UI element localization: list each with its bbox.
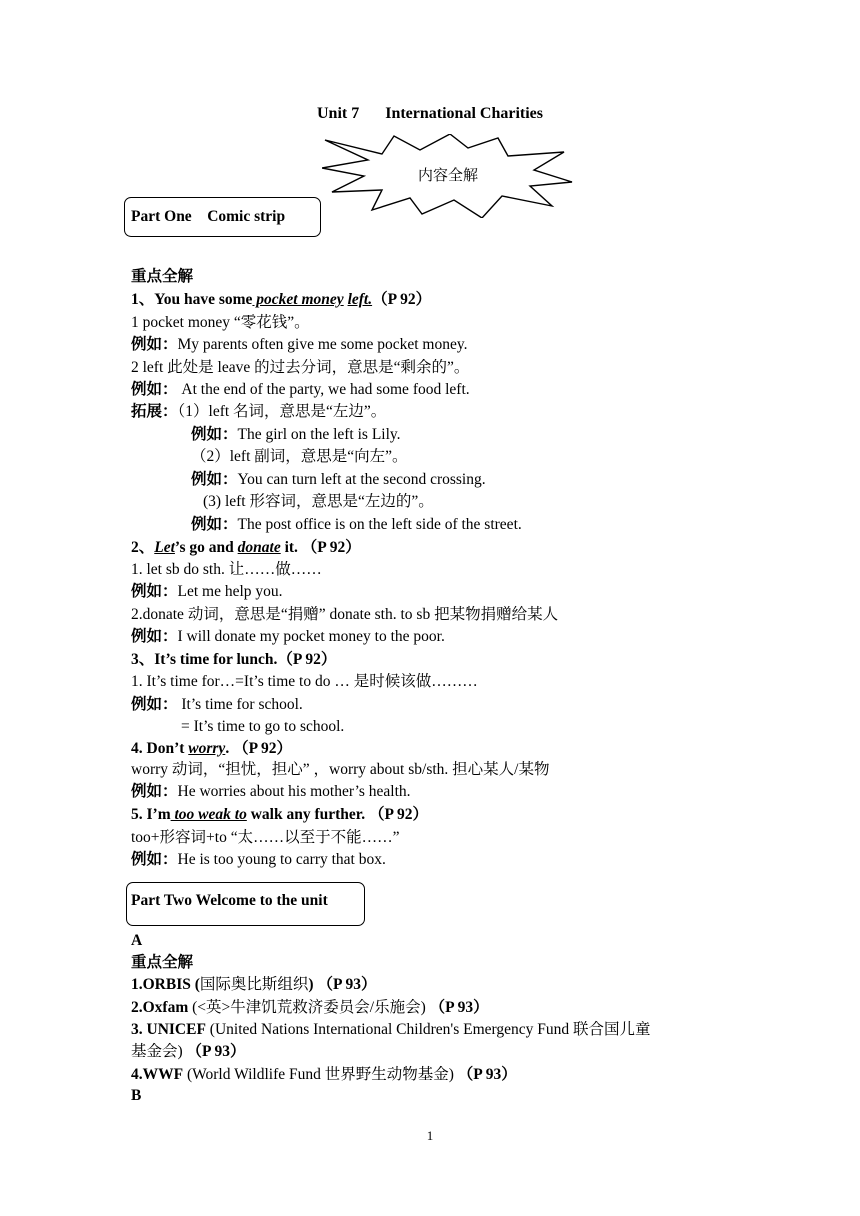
text-line: 1 pocket money “零花钱”。 bbox=[131, 314, 310, 331]
unicef-line-cont: 基金会) （P 93） bbox=[131, 1043, 246, 1060]
example-line: 例如：The post office is on the left side of the street. bbox=[191, 516, 522, 533]
example-line: 例如：He worries about his mother’s health. bbox=[131, 783, 411, 800]
example-line: 例如：You can turn left at the second crossing. bbox=[191, 471, 486, 488]
text-line: (3) left 形容词，意思是“左边的”。 bbox=[203, 493, 434, 510]
content-burst-badge bbox=[322, 134, 574, 218]
page-title bbox=[0, 105, 860, 123]
text-line: 1. let sb do sth. 让……做…… bbox=[131, 561, 322, 578]
text-line: 2.donate 动词，意思是“捐赠” donate sth. to sb 把某物捐赠给某人 bbox=[131, 606, 559, 623]
key-points-heading: 重点全解 bbox=[131, 268, 194, 285]
example-line: 例如： At the end of the party, we had some food left. bbox=[131, 381, 470, 398]
point-2-heading: 2、Let’s go and donate it. （P 92） bbox=[131, 539, 361, 556]
example-line: 例如：The girl on the left is Lily. bbox=[191, 426, 401, 443]
section-a-label: A bbox=[131, 932, 143, 949]
point-5-heading: 5. I’m too weak to walk any further. （P 92） bbox=[131, 806, 428, 823]
point-1-heading: 1、You have some pocket money left.（P 92） bbox=[131, 291, 432, 308]
text-line: 2 left 此处是 leave 的过去分词，意思是“剩余的”。 bbox=[131, 359, 470, 376]
unit-title: International Charities bbox=[385, 105, 543, 122]
example-line: 例如： It’s time for school. bbox=[131, 696, 303, 713]
point-4-heading: 4. Don’t worry. （P 92） bbox=[131, 740, 293, 757]
part-one-box: Part One Comic strip bbox=[124, 197, 321, 237]
text-line: too+形容词+to “太……以至于不能……” bbox=[131, 829, 400, 846]
text-line: （2）left 副词，意思是“向左”。 bbox=[191, 448, 408, 465]
key-points-heading: 重点全解 bbox=[131, 954, 194, 971]
example-line: 例如：Let me help you. bbox=[131, 583, 283, 600]
point-3-heading: 3、It’s time for lunch.（P 92） bbox=[131, 651, 337, 668]
section-b-label: B bbox=[131, 1087, 142, 1104]
wwf-line: 4.WWF (World Wildlife Fund 世界野生动物基金) （P 93） bbox=[131, 1066, 517, 1083]
burst-label: 内容全解 bbox=[417, 168, 478, 184]
orbis-line: 1.ORBIS (国际奥比斯组织) （P 93） bbox=[131, 976, 377, 993]
part-two-box: Part Two Welcome to the unit bbox=[126, 882, 365, 926]
example-line: 例如：I will donate my pocket money to the poor. bbox=[131, 628, 445, 645]
unit-number: Unit 7 bbox=[316, 105, 360, 122]
extension-line: 拓展：（1）left 名词，意思是“左边”。 bbox=[131, 403, 387, 420]
example-line: 例如：My parents often give me some pocket money. bbox=[131, 336, 468, 353]
text-line: worry 动词，“担忧，担心” ，worry about sb/sth. 担心某人/某物 bbox=[131, 761, 550, 778]
example-line: 例如：He is too young to carry that box. bbox=[131, 851, 386, 868]
page-number: 1 bbox=[426, 1128, 434, 1143]
oxfam-line: 2.Oxfam (<英>牛津饥荒救济委员会/乐施会) （P 93） bbox=[131, 999, 489, 1016]
text-line: 1. It’s time for…=It’s time to do … 是时候该做……… bbox=[131, 673, 478, 690]
unicef-line: 3. UNICEF (United Nations International Children's Emergency Fund 联合国儿童 bbox=[131, 1021, 651, 1038]
text-line: = It’s time to go to school. bbox=[181, 718, 345, 735]
